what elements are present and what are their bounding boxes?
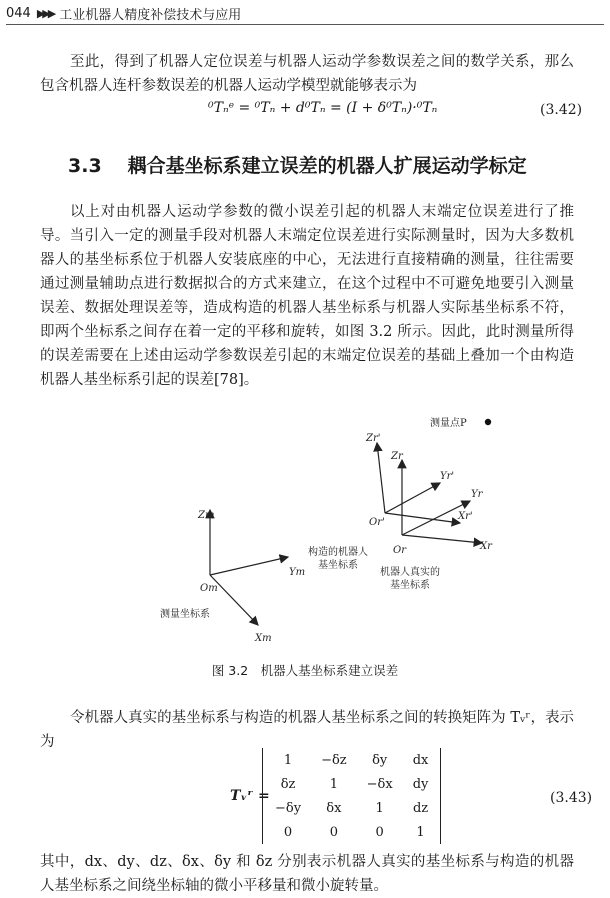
- axis-yv: [385, 483, 440, 513]
- matrix-row: [265, 796, 438, 820]
- page-number: 044: [6, 6, 31, 21]
- equation-number-3-42: (3.42): [540, 102, 583, 118]
- running-header: [6, 4, 241, 23]
- axis-xr: [402, 535, 482, 543]
- axis-zv: [377, 443, 385, 513]
- section-title: 耦合基坐标系建立误差的机器人扩展运动学标定: [127, 155, 527, 177]
- matrix-cell: dz: [412, 800, 429, 816]
- matrix-cell: dx: [412, 752, 429, 768]
- matrix-cell: δy: [372, 752, 388, 768]
- label-om: Om: [200, 583, 218, 594]
- label-xv: Xr': [458, 511, 473, 522]
- constructed-frame-label-1: 构造的机器人: [308, 547, 368, 558]
- real-frame-label-2: 基坐标系: [390, 580, 430, 591]
- matrix-cell: 1: [375, 800, 384, 816]
- book-title: 工业机器人精度补偿技术与应用: [59, 8, 242, 23]
- triangle-arrows-icon: ▶▶▶: [36, 7, 54, 20]
- label-zr: Zr: [391, 451, 403, 462]
- measure-point-label: 测量点P: [430, 418, 467, 429]
- label-ym: Ym: [289, 567, 306, 578]
- matrix-cell: 0: [375, 824, 384, 840]
- section-heading: [68, 151, 527, 178]
- paragraph-1: 至此，得到了机器人定位误差与机器人运动学参数误差之间的数学关系，那么包含机器人连杆参数误差的机器人运动学模型就能够表示为: [40, 54, 574, 94]
- paragraph-2: 以上对由机器人运动学参数的微小误差引起的机器人末端定位误差进行了推导。当引入一定的测量手段对机器人末端定位误差进行实际测量时，因为大多数机器人的基坐标系位于机器人安装底座的中心，无法进行直接精确的测量，往往需要通过测量辅助点进行数据拟合的方式来建立，在这个过程中不可避免地要引入测量误差、数据处理误差等，造成构造的机器人基坐标系与机器人实际基坐标系不符，即两个坐标系之间存在着一定的平移和旋转，如图 3.2 所示。因此，此时测量所得的误差需要在上述由运动学参数误差引起的末端定位误差的基础上叠加一个由构造机器人基坐标系引起的误差[78]。: [40, 204, 574, 388]
- label-ov: Or': [369, 517, 385, 528]
- label-yv: Yr': [440, 471, 455, 482]
- measure-point-dot: [485, 419, 491, 425]
- constructed-frame-label-2: 基坐标系: [318, 560, 358, 571]
- coordinate-frames-figure: [140, 405, 500, 655]
- equation-3-42: ⁰Tₙᵉ = ⁰Tₙ + d⁰Tₙ = (I + δ⁰Tₙ)·⁰Tₙ: [208, 100, 438, 116]
- matrix-cell: δx: [326, 800, 342, 816]
- matrix-cell: −δx: [366, 776, 393, 792]
- matrix-row: [265, 748, 438, 772]
- header-rule: [6, 24, 604, 25]
- equation-3-43-lhs: Tᵥʳ =: [230, 788, 270, 804]
- figure-caption: 图 3.2 机器人基坐标系建立误差: [211, 663, 399, 678]
- matrix-cell: 1: [329, 776, 338, 792]
- label-yr: Yr: [471, 489, 483, 500]
- label-zv: Zr': [366, 433, 381, 444]
- section-number: 3.3: [68, 155, 102, 177]
- equation-number-3-43: (3.43): [550, 790, 593, 806]
- matrix-row: [265, 772, 438, 796]
- matrix-cell: 0: [329, 824, 338, 840]
- label-zm: Zm: [198, 510, 215, 521]
- paragraph-3: 令机器人真实的基坐标系与构造的机器人基坐标系之间的转换矩阵为 Tᵥʳ，表示为: [40, 710, 574, 750]
- matrix-table: [265, 748, 438, 844]
- transform-matrix: [262, 748, 441, 844]
- label-or: Or: [393, 545, 406, 556]
- matrix-cell: 1: [416, 824, 425, 840]
- label-xm: Xm: [255, 633, 272, 644]
- matrix-cell: δz: [280, 776, 296, 792]
- measure-frame-label: 测量坐标系: [160, 609, 210, 620]
- paragraph-4: 其中，dx、dy、dz、δx、δy 和 δz 分别表示机器人真实的基坐标系与构造的机器人基坐标系之间绕坐标轴的微小平移量和微小旋转量。: [40, 854, 574, 894]
- axis-xv: [385, 513, 460, 523]
- matrix-cell: −δz: [321, 752, 347, 768]
- matrix-cell: 0: [283, 824, 293, 840]
- matrix-cell: −δy: [275, 800, 302, 816]
- real-frame-label-1: 机器人真实的: [380, 567, 440, 578]
- matrix-cell: dy: [412, 776, 429, 792]
- matrix-cell: 1: [283, 752, 293, 768]
- axis-ym: [210, 557, 288, 575]
- matrix-row: [265, 820, 438, 844]
- label-xr: Xr: [480, 541, 492, 552]
